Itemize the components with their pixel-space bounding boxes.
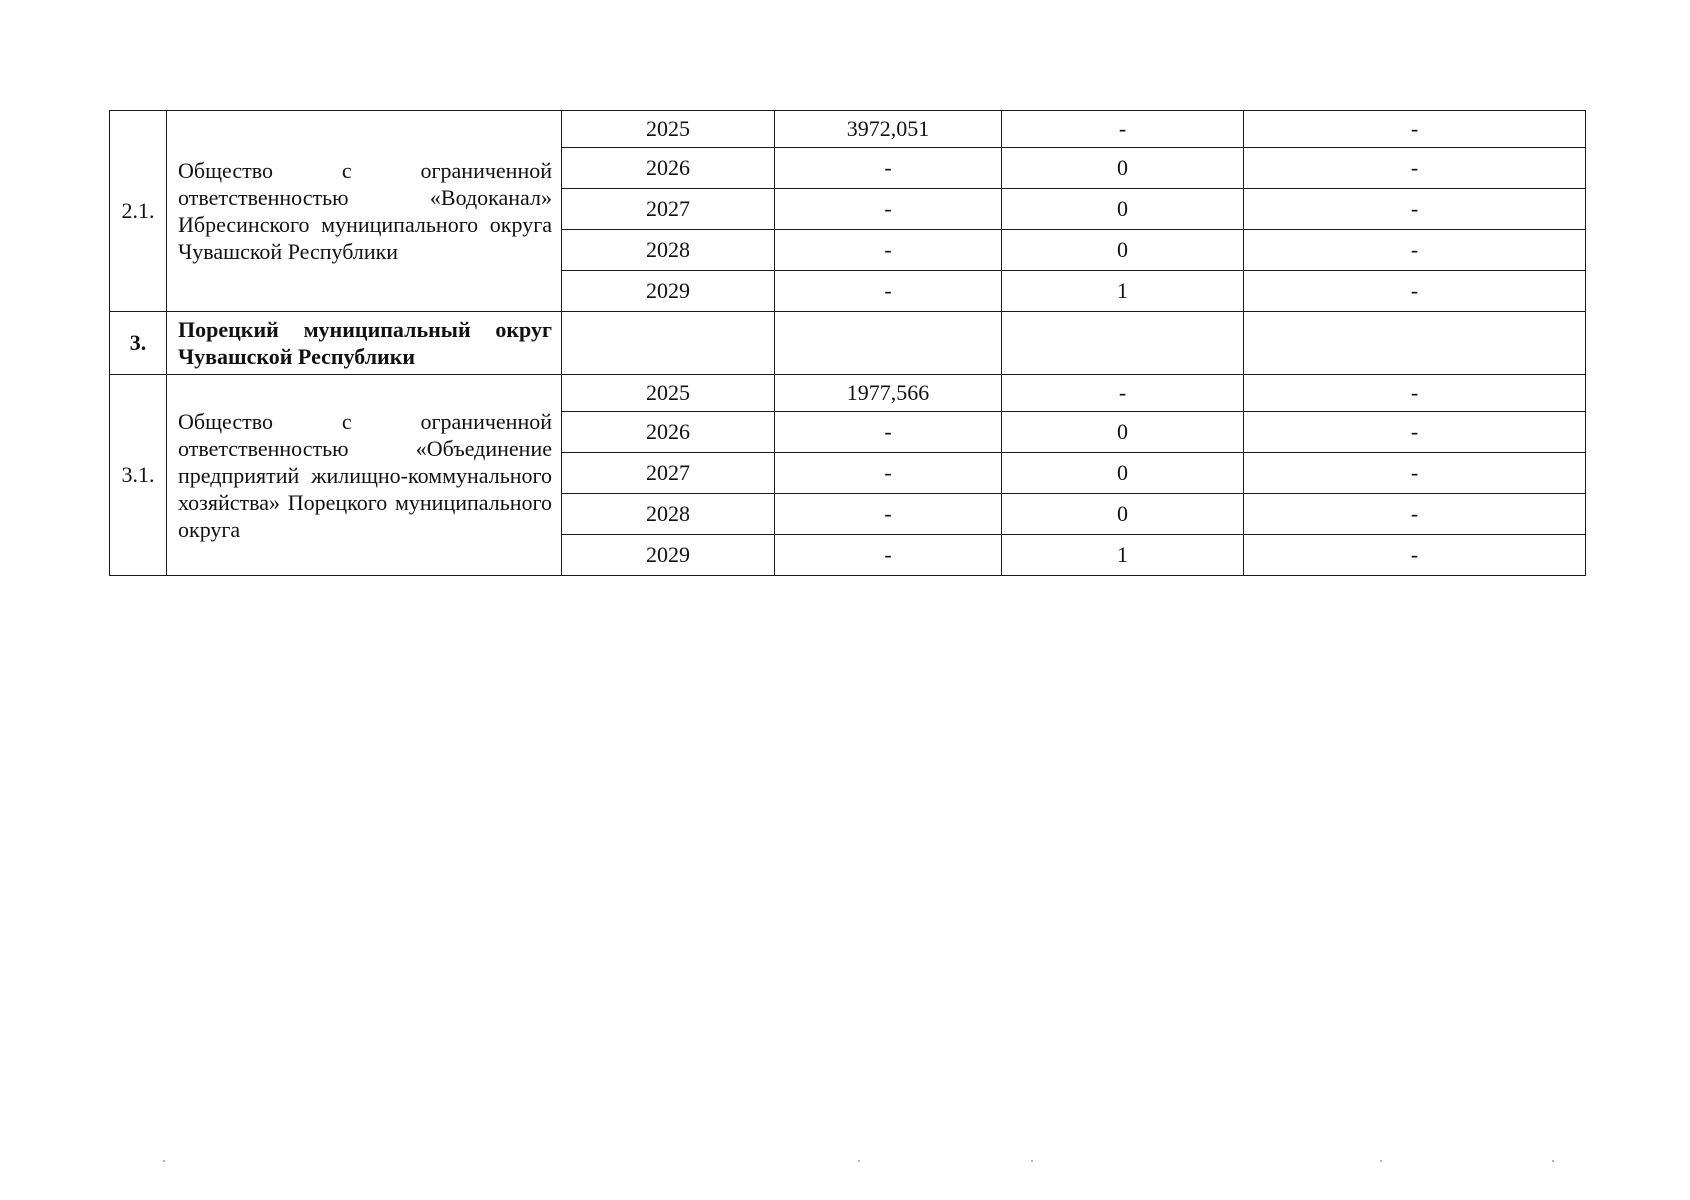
row-number: 3.1. — [121, 462, 155, 487]
value-col1: - — [884, 196, 892, 221]
value-col2: 0 — [1117, 460, 1128, 485]
group-number: 3. — [129, 330, 147, 355]
row-number-cell — [110, 111, 167, 312]
value-cell — [1002, 412, 1244, 453]
year-value: 2025 — [646, 116, 690, 141]
value-cell — [1002, 494, 1244, 535]
value-col2: 1 — [1117, 278, 1128, 303]
year-value: 2027 — [646, 196, 690, 221]
organization-name: Общество с ограниченной ответственностью «Объединение предприятий жилищно-коммунального хозяйства» Порецкого муниципального округа — [178, 408, 552, 542]
empty-cell — [562, 312, 775, 375]
value-cell — [1244, 375, 1586, 412]
value-col2: 0 — [1117, 237, 1128, 262]
year-value: 2026 — [646, 419, 690, 444]
scan-speck — [1031, 1160, 1033, 1162]
value-cell — [1002, 375, 1244, 412]
data-table — [109, 110, 1586, 576]
year-cell — [562, 111, 775, 148]
row-number-cell — [110, 375, 167, 576]
value-col3: - — [1410, 196, 1419, 221]
value-col2: 1 — [1117, 542, 1128, 567]
organization-name-cell — [167, 375, 562, 576]
value-cell — [775, 230, 1002, 271]
value-cell — [1244, 189, 1586, 230]
value-cell — [775, 453, 1002, 494]
scan-speck — [1552, 1160, 1554, 1162]
group-name: Порецкий муниципальный округ Чувашской Республики — [178, 317, 552, 369]
year-cell — [562, 494, 775, 535]
value-col1: - — [884, 237, 892, 262]
value-col3: - — [1410, 380, 1419, 405]
value-col2: - — [1118, 380, 1127, 405]
value-col2: 0 — [1117, 196, 1128, 221]
value-cell — [775, 271, 1002, 312]
value-col1: 1977,566 — [846, 380, 930, 405]
value-col3: - — [1410, 237, 1419, 262]
value-cell — [1244, 535, 1586, 576]
value-col1: - — [884, 155, 892, 180]
scan-speck — [1380, 1160, 1382, 1162]
year-cell — [562, 412, 775, 453]
year-cell — [562, 271, 775, 312]
value-cell — [1244, 148, 1586, 189]
value-cell — [1002, 535, 1244, 576]
value-col3: - — [1410, 278, 1419, 303]
value-col2: 0 — [1117, 419, 1128, 444]
value-col3: - — [1410, 419, 1419, 444]
table-row — [110, 111, 1586, 148]
year-value: 2027 — [646, 460, 690, 485]
value-col1: - — [884, 278, 892, 303]
group-number-cell — [110, 312, 167, 375]
year-cell — [562, 148, 775, 189]
value-cell — [1244, 271, 1586, 312]
group-name-cell — [167, 312, 562, 375]
value-cell — [1244, 494, 1586, 535]
value-cell — [1002, 111, 1244, 148]
value-cell — [775, 494, 1002, 535]
value-col3: - — [1410, 155, 1419, 180]
value-cell — [1002, 189, 1244, 230]
year-value: 2029 — [646, 278, 690, 303]
value-cell — [1244, 453, 1586, 494]
year-cell — [562, 535, 775, 576]
value-col2: 0 — [1117, 155, 1128, 180]
value-cell — [775, 189, 1002, 230]
group-row — [110, 312, 1586, 375]
value-cell — [1002, 271, 1244, 312]
year-value: 2025 — [646, 380, 690, 405]
value-cell — [1002, 453, 1244, 494]
scan-speck — [858, 1160, 860, 1162]
value-cell — [775, 535, 1002, 576]
empty-cell — [1244, 312, 1586, 375]
value-col3: - — [1410, 460, 1419, 485]
value-cell — [775, 148, 1002, 189]
value-col1: - — [884, 542, 892, 567]
year-value: 2026 — [646, 155, 690, 180]
value-cell — [1244, 412, 1586, 453]
empty-cell — [1002, 312, 1244, 375]
value-col3: - — [1410, 542, 1419, 567]
value-col2: - — [1118, 116, 1127, 141]
table-row — [110, 375, 1586, 412]
value-cell — [1244, 111, 1586, 148]
organization-name-cell — [167, 111, 562, 312]
value-col1: - — [884, 460, 892, 485]
value-cell — [775, 412, 1002, 453]
value-cell — [775, 111, 1002, 148]
value-col3: - — [1410, 501, 1419, 526]
year-cell — [562, 230, 775, 271]
value-col2: 0 — [1117, 501, 1128, 526]
year-value: 2028 — [646, 237, 690, 262]
value-cell — [1002, 148, 1244, 189]
value-col1: - — [884, 419, 892, 444]
organization-name: Общество с ограниченной ответственностью «Водоканал» Ибресинского муниципального округа Чувашской Республики — [178, 158, 552, 264]
year-value: 2028 — [646, 501, 690, 526]
row-number: 2.1. — [121, 198, 155, 223]
year-value: 2029 — [646, 542, 690, 567]
year-cell — [562, 375, 775, 412]
year-cell — [562, 189, 775, 230]
value-cell — [775, 375, 1002, 412]
value-col3: - — [1410, 116, 1419, 141]
value-cell — [1244, 230, 1586, 271]
scan-speck — [163, 1160, 165, 1162]
empty-cell — [775, 312, 1002, 375]
value-col1: 3972,051 — [846, 116, 930, 141]
year-cell — [562, 453, 775, 494]
value-cell — [1002, 230, 1244, 271]
value-col1: - — [884, 501, 892, 526]
